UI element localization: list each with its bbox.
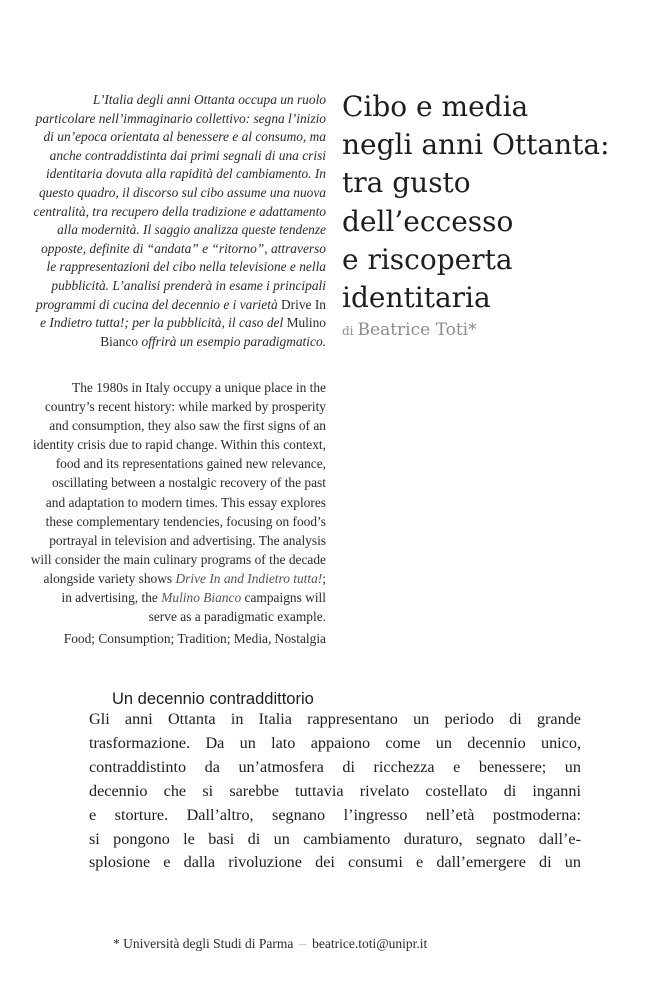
byline-prefix: di <box>342 324 354 338</box>
body-line: e storture. Dall’altro, segnano l’ingresso nell’età postmoderna: <box>89 805 581 824</box>
title-line: e riscoperta <box>342 242 513 276</box>
keywords: Food; Consumption; Tradition; Media, Nostalgia <box>63 631 326 646</box>
abstract-en-end: campaigns will serve as a paradigmatic example. <box>148 590 326 625</box>
abstract-it-show-drive-in: Drive In <box>281 296 326 312</box>
abstract-english <box>30 378 326 626</box>
abstract-en-mid: ; in advertising, the <box>61 570 326 606</box>
footnote-email[interactable]: beatrice.toti@unipr.it <box>312 936 428 951</box>
title-line: tra gusto <box>342 166 471 200</box>
section-heading: Un decennio contraddittorio <box>112 690 314 708</box>
body-line: trasformazione. Da un lato appaiono come un decennio unico, <box>89 733 581 752</box>
abstract-it-conj: e <box>40 315 47 331</box>
title-line: identitaria <box>342 281 491 315</box>
author-name: Beatrice Toti* <box>357 320 477 340</box>
abstract-italian <box>30 91 326 351</box>
abstract-it-text: L’Italia degli anni Ottanta occupa un ruolo particolare nell’immaginario collettivo: segna l’inizio di un’epoca orientata al benessere e al consumo, ma anche contraddistinta dai primi segnali di una crisi identitaria dovuta alla rapidità del cambiamento. In questo quadro, il discorso sul cibo assume una nuova centralità, tra recupero della tradizione e adattamento alla modernità. Il saggio analizza queste tendenze opposte, definite di “andata” e “ritorno”, attraverso le rappresentazioni del cibo nella televisione e nella pubblicità. L’analisi prenderà in esame i principali programmi di cucina del decennio e i varietà <box>33 92 326 312</box>
body-paragraph <box>89 708 581 875</box>
abstract-en-text: The 1980s in Italy occupy a unique place in the country’s recent history: while marked by prosperity and consumption, they also saw the first signs of an identity crisis due to rapid change. Within this context, food and its representations gained new relevance, oscillating between a nostalgic recovery of the past and adaptation to modern times. This essay explores these complementary tendencies, focusing on food’s portrayal in television and advertising. The analysis will consider the main culinary programs of the decade alongside variety shows <box>30 380 326 586</box>
body-line: si pongono le basi di un cambiamento duraturo, segnato dall’e- <box>89 829 581 848</box>
title-line: dell’eccesso <box>342 204 514 238</box>
abstract-it-end: offrirà un esempio paradigmatico. <box>141 333 326 349</box>
footnote-separator: – <box>299 936 307 951</box>
abstract-en-shows: Drive In and Indietro tutta! <box>175 570 323 586</box>
footnote <box>113 934 427 953</box>
abstract-it-show-indietro: Indietro tutta! <box>49 315 125 331</box>
title-line: Cibo e media <box>342 90 529 123</box>
abstract-it-mid: ; per la pubblicità, il caso del <box>124 315 284 331</box>
abstract-it-brand: Mulino Bianco <box>100 315 326 349</box>
body-line: decennio che si sarebbe tuttavia rivelato costellato di inganni <box>89 781 581 800</box>
article-title <box>342 88 642 317</box>
body-line: splosione e dalla rivoluzione dei consumi e dall’emergere di un <box>89 853 581 872</box>
title-line: negli anni Ottanta: <box>342 128 610 162</box>
abstract-en-brand: Mulino Bianco <box>161 590 242 606</box>
body-line: contraddistinto da un’atmosfera di ricchezza e benessere; un <box>89 757 581 776</box>
footnote-affiliation: * Università degli Studi di Parma <box>113 936 294 951</box>
byline <box>342 318 477 343</box>
body-line: Gli anni Ottanta in Italia rappresentano un periodo di grande <box>89 710 581 728</box>
